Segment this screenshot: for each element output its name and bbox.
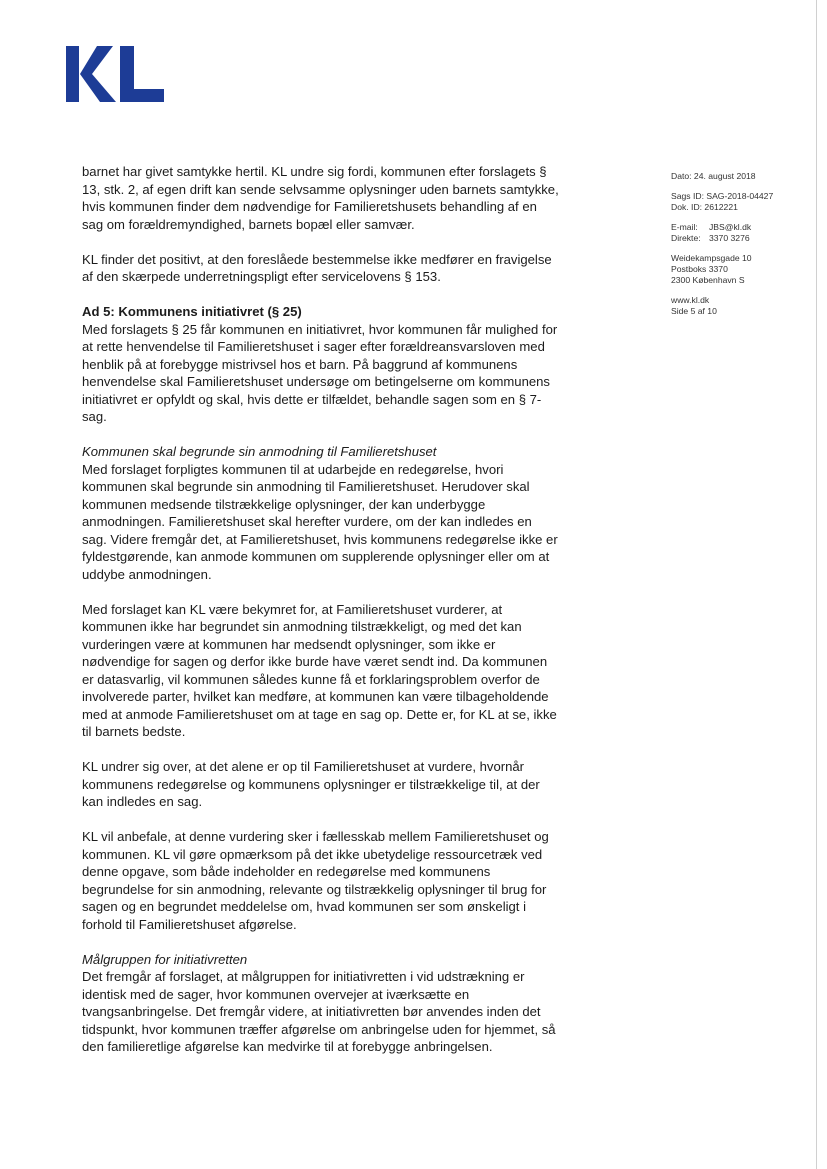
address-block [671,253,821,286]
reference-block [671,191,821,213]
direct-row [671,233,821,244]
contact-block [671,222,821,244]
direct-label: Direkte: [671,233,701,243]
paragraph-gap [82,233,560,251]
address-line: Postboks 3370 [671,264,728,274]
paragraph-gap [82,426,560,444]
paragraph: Med forslagets § 25 får kommunen en initiativret, hvor kommunen får mulighed for at rette henvendelse til Familieretshuset i sager efter forældreansvarsloven med henblik på at forebygge mistrivsel hos et barn. På baggrund af kommunens henvendelse skal Familieretshuset undersøge om betingelserne om kommunens initiativret er opfyldt og skal, hvis dette er tilfældet, behandle sagen som en § 7-sag. [82,321,558,424]
paragraph: Det fremgår af forslaget, at målgruppen for initiativretten i vid udstrækning er identisk med de sager, hvor kommunen overvejer at iværksætte en tvangsanbringelse. Det fremgår videre, at initiativretten bør anvendes inden det tidspunkt, hvor kommunen træffer afgørelse om anbringelse uden for hjemmet, så den familieretlige afgørelse kan medvirke til at forebygge anbringelsen. [82,969,556,1054]
case-id: Sags ID: SAG-2018-04427 [671,191,774,201]
email-label: E-mail: [671,222,698,232]
paragraph: barnet har givet samtykke hertil. KL undre sig fordi, kommunen efter forslagets § 13, stk. 2, af egen drift kan sende selvsamme oplysninger uden barnets samtykke, hvis kommunen finder dem nødvendige for Familieretshusets behandling af en sag om forældremyndighed, barnets bopæl eller samvær. [82,164,559,232]
kl-logo-mark [66,46,164,102]
email-row [671,222,821,233]
paragraph: Med forslaget kan KL være bekymret for, at Familieretshuset vurderer, at kommunen ikke har begrundet sin anmodning tilstrækkeligt, og med det kan vurderingen være at kommunen har medsendt oplysninger, som ikke er nødvendige for sagen og derfor ikke burde have været sendt ind. Da kommunen er datasvarlig, vil kommunen således kunne få et forklaringsproblem overfor de involverede parter, hvilket kan medføre, at kommunen kan være tilbageholdende med at anmode Familieretshuset om at tage en sag op. Dette er, for KL at se, ikke til barnets bedste. [82,601,557,739]
section-subheading: Kommunen skal begrunde sin anmodning til Familieretshuset [82,444,437,459]
email-value: JBS@kl.dk [709,222,752,232]
section-subheading: Målgruppen for initiativretten [82,951,248,967]
letter-body [82,163,560,1056]
paragraph-gap [82,811,560,829]
section-heading: Ad 5: Kommunens initiativret (§ 25) [82,304,302,319]
web-block [671,295,821,317]
paragraph-gap [82,583,560,601]
letter-sidebar [671,171,821,326]
page-edge [816,0,817,1169]
address-line: 2300 København S [671,275,745,285]
paragraph-gap [82,286,560,304]
website: www.kl.dk [671,295,710,305]
date-block [671,171,821,182]
paragraph-gap [82,741,560,759]
paragraph: Med forslaget forpligtes kommunen til at udarbejde en redegørelse, hvori kommunen skal begrunde sin anmodning til Familieretshuset. Herudover skal kommunen medsende tilstrækkelige oplysninger, der kan underbygge anmodningen. Familieretshuset skal herefter vurdere, om der kan indledes en sag. Videre fremgår det, at Familieretshuset, hvis kommunens redegørelse ikke er fyldestgørende, kan anmode kommunen om supplerende oplysninger eller om at uddybe anmodningen. [82,461,558,582]
paragraph: KL finder det positivt, at den foreslåede bestemmelse ikke medfører en fravigelse af den skærpede underretningspligt efter servicelovens § 153. [82,251,552,284]
address-line: Weidekampsgade 10 [671,253,752,263]
paragraph-gap [82,933,560,951]
paragraph: KL undrer sig over, at det alene er op til Familieretshuset at vurdere, hvornår kommunens redegørelse og kommunens oplysninger er tilstrækkelige til, at der kan indledes en sag. [82,759,540,809]
direct-value: 3370 3276 [709,233,750,243]
document-id: Dok. ID: 2612221 [671,202,738,212]
page-number: Side 5 af 10 [671,306,717,316]
kl-logo [66,46,164,102]
paragraph: KL vil anbefale, at denne vurdering sker i fællesskab mellem Familieretshuset og kommunen. KL vil gøre opmærksom på det ikke ubetydelige ressourcetræk ved denne opgave, som både indeholder en redegørelse med kommunens begrundelse for sin anmodning, relevante og tilstrækkelig oplysninger til brug for sagen og en begrundet meddelelse om, hvad kommunen ser som ønskeligt i forhold til Familieretshuset afgørelse. [82,829,549,932]
date: Dato: 24. august 2018 [671,171,756,181]
